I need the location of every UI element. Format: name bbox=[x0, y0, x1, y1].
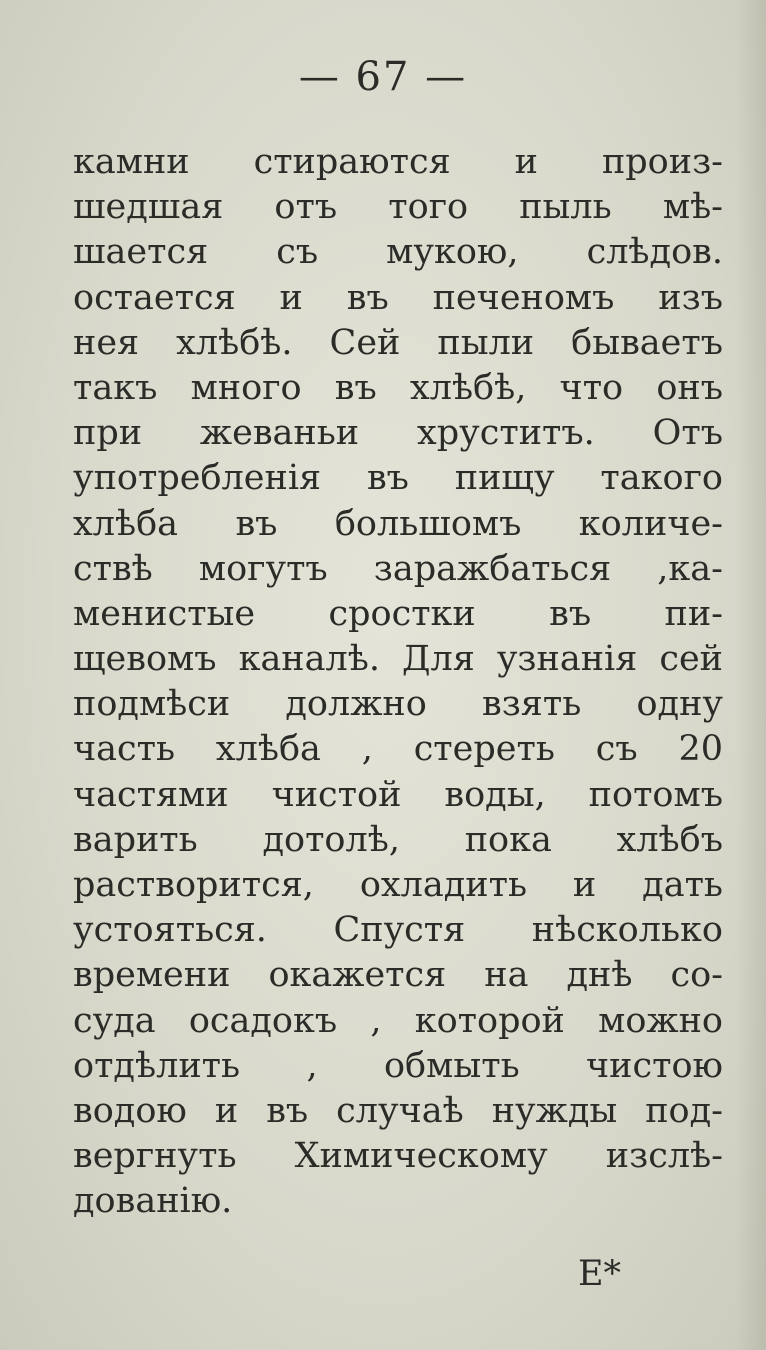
text-line: времени окажется на днѣ со- bbox=[73, 955, 723, 996]
text-line: щевомъ каналѣ. Для узнанія сей bbox=[73, 639, 723, 680]
page-edge-shadow bbox=[736, 0, 766, 1350]
text-line: растворится, охладить и дать bbox=[73, 865, 723, 905]
text-line: частями чистой воды, потомъ bbox=[73, 774, 723, 815]
text-line: ствѣ могутъ заражбаться ,ка- bbox=[73, 548, 723, 589]
text-line: камни стираются и произ- bbox=[73, 142, 723, 182]
text-line: остается и въ печеномъ изъ bbox=[73, 277, 723, 318]
text-line: часть хлѣба , стереть съ 20 bbox=[73, 729, 723, 770]
text-line: устояться. Спустя нѣсколько bbox=[73, 910, 723, 951]
text-line: суда осадокъ , которой можно bbox=[73, 1000, 723, 1041]
text-line: шедшая отъ того пыль мѣ- bbox=[73, 187, 723, 228]
text-line: менистые сростки въ пи- bbox=[73, 593, 723, 634]
text-line: отдѣлить , обмыть чистою bbox=[73, 1045, 723, 1086]
text-line: при жеваньи хруститъ. Отъ bbox=[73, 413, 723, 454]
text-line: хлѣба въ большомъ количе- bbox=[73, 503, 723, 544]
printer-signature-mark: E* bbox=[578, 1254, 622, 1294]
text-line: шается съ мукою, слѣдов. bbox=[73, 232, 723, 273]
text-line: подмѣси должно взять одну bbox=[73, 684, 723, 725]
text-line: нея хлѣбѣ. Сей пыли бываетъ bbox=[73, 322, 723, 363]
body-text bbox=[73, 140, 723, 1225]
text-line: дованію. bbox=[73, 1181, 233, 1222]
text-line: варить дотолѣ, пока хлѣбъ bbox=[73, 819, 723, 860]
text-line: водою и въ случаѣ нужды под- bbox=[73, 1090, 723, 1131]
text-line: употребленія въ пищу такого bbox=[73, 458, 723, 499]
page-number: — 67 — bbox=[298, 54, 468, 100]
text-line: вергнуть Химическому изслѣ- bbox=[73, 1136, 723, 1177]
text-line: такъ много въ хлѣбѣ, что онъ bbox=[73, 367, 723, 408]
